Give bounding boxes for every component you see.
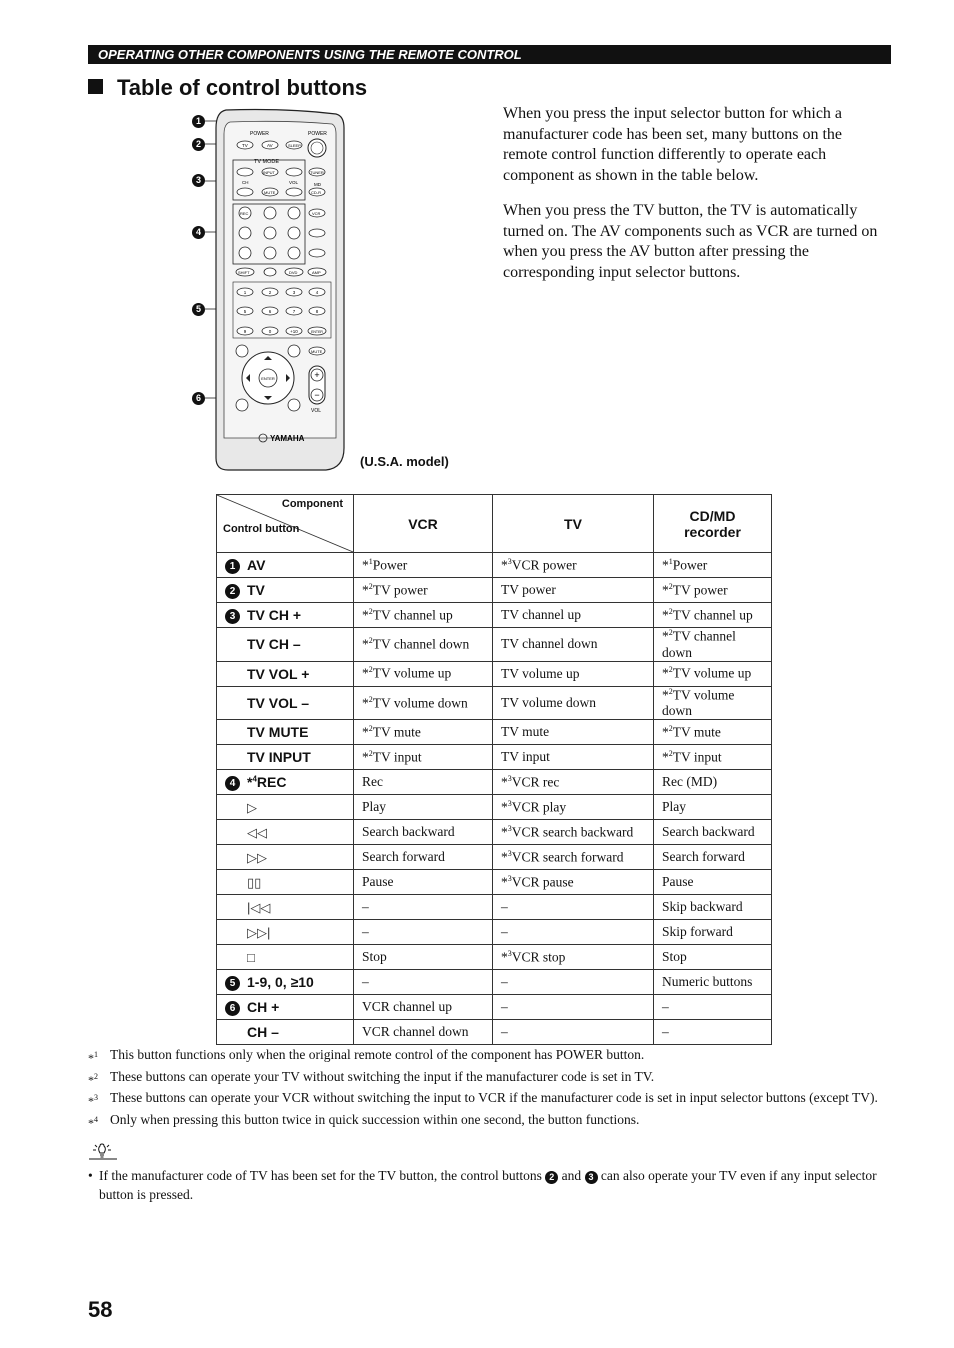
function-cell-vcr: Rec xyxy=(354,770,493,795)
control-button-label: CH + xyxy=(247,998,280,1015)
function-cell-tv: *$^3$VCR stop xyxy=(493,945,654,970)
function-cell-tv: *$^3$VCR pause xyxy=(493,870,654,895)
control-button-label: ◁◁ xyxy=(247,824,267,840)
label-vol: VOL xyxy=(289,180,299,185)
keypad-enter: ENTER xyxy=(311,330,323,334)
function-cell-vcr: Play xyxy=(354,795,493,820)
control-button-cell xyxy=(217,995,354,1020)
callout-6: 6 xyxy=(192,392,205,405)
function-cell-tv: *$^3$VCR play xyxy=(493,795,654,820)
function-cell-cd: *$^2$TV mute xyxy=(654,720,772,745)
callout-4: 4 xyxy=(192,226,205,239)
function-cell-vcr: *$^2$TV channel up xyxy=(354,603,493,628)
section-header-bar: OPERATING OTHER COMPONENTS USING THE REMOTE CONTROL xyxy=(88,45,891,64)
tip-part-1: If the manufacturer code of TV has been set for the TV button, the control buttons xyxy=(99,1168,542,1183)
remote-body-svg xyxy=(186,108,466,474)
control-button-label: ▷ xyxy=(247,799,257,815)
keypad-1: 1 xyxy=(243,290,247,295)
control-button-cell xyxy=(217,770,354,795)
control-button-cell xyxy=(217,895,354,920)
remote-control-illustration xyxy=(186,108,466,474)
function-cell-tv: TV mute xyxy=(493,720,654,745)
function-cell-cd: Play xyxy=(654,795,772,820)
intro-text xyxy=(503,104,888,298)
table-row xyxy=(217,603,772,628)
function-cell-tv: – xyxy=(493,895,654,920)
control-button-label: TV INPUT xyxy=(247,749,311,765)
control-button-cell xyxy=(217,870,354,895)
keypad-8: 8 xyxy=(315,309,319,314)
function-cell-tv: *$^3$VCR power xyxy=(493,553,654,578)
function-cell-tv: – xyxy=(493,1020,654,1045)
label-vcr-input: VCR xyxy=(312,211,321,216)
tip-text xyxy=(99,1167,878,1204)
function-cell-cd: Skip forward xyxy=(654,920,772,945)
label-enter-pad: ENTER xyxy=(261,376,275,381)
control-button-label: AV xyxy=(247,556,266,573)
function-cell-cd: *$^2$TV volume up xyxy=(654,661,772,686)
table-row xyxy=(217,770,772,795)
footnote-mark: *$^1$ xyxy=(88,1050,98,1065)
label-power-small: POWER xyxy=(250,131,269,137)
table-row xyxy=(217,720,772,745)
control-button-label: TV CH – xyxy=(247,636,301,653)
intro-paragraph-1: When you press the input selector button for which a manufacturer code has been set, many buttons on the remote control function differently to operate each component as shown in the table below. xyxy=(503,105,843,184)
footnote-mark: *$^3$ xyxy=(88,1093,98,1108)
control-button-label: TV xyxy=(247,581,265,598)
function-cell-cd: Search forward xyxy=(654,845,772,870)
intro-paragraph-2: When you press the TV button, the TV is automatically turned on. The AV components such as VCR are turned on when you press the AV button after pressing the corresponding input selector buttons. xyxy=(503,202,878,281)
label-amp: AMP xyxy=(312,270,321,275)
section-title xyxy=(88,74,367,102)
control-button-cell xyxy=(217,628,354,662)
keypad-7: 7 xyxy=(292,309,296,314)
callout-5: 5 xyxy=(192,303,205,316)
function-cell-vcr: – xyxy=(354,920,493,945)
function-cell-cd: Numeric buttons xyxy=(654,970,772,995)
control-button-cell xyxy=(217,661,354,686)
tip-callout-3: 3 xyxy=(585,1171,598,1184)
corner-control-label: Control button xyxy=(223,523,300,535)
function-cell-cd: Search backward xyxy=(654,820,772,845)
footnote xyxy=(88,1068,878,1090)
function-cell-cd: *$^1$Power xyxy=(654,553,772,578)
control-button-cell xyxy=(217,845,354,870)
corner-cell xyxy=(217,495,354,553)
callout-3: 3 xyxy=(192,174,205,187)
function-cell-tv: – xyxy=(493,995,654,1020)
tip-part-2: and xyxy=(561,1168,582,1183)
table-row xyxy=(217,795,772,820)
label-md: MD xyxy=(314,182,321,187)
function-cell-tv: *$^3$VCR search backward xyxy=(493,820,654,845)
table-row xyxy=(217,820,772,845)
control-button-cell xyxy=(217,920,354,945)
table-row xyxy=(217,686,772,720)
table-row xyxy=(217,870,772,895)
row-callout-number: 6 xyxy=(225,1001,240,1016)
function-cell-vcr: VCR channel down xyxy=(354,1020,493,1045)
control-button-label: 1-9, 0, ≥10 xyxy=(247,973,314,990)
function-cell-cd: Stop xyxy=(654,945,772,970)
table-row xyxy=(217,895,772,920)
control-button-label: ▷▷ xyxy=(247,849,267,865)
function-cell-cd: *$^2$TV channel down xyxy=(654,628,772,662)
control-button-label: TV VOL + xyxy=(247,665,310,682)
footnote-text: This button functions only when the original remote control of the component has POWER button. xyxy=(110,1047,645,1062)
control-buttons-table xyxy=(216,494,772,1045)
function-cell-cd: Pause xyxy=(654,870,772,895)
lightbulb-tip-icon xyxy=(88,1143,118,1161)
keypad-3: 3 xyxy=(292,290,296,295)
function-cell-vcr: *$^2$TV channel down xyxy=(354,628,493,662)
function-cell-vcr: Search backward xyxy=(354,820,493,845)
function-cell-tv: – xyxy=(493,920,654,945)
function-cell-tv: TV channel down xyxy=(493,628,654,662)
control-button-label: □ xyxy=(247,950,255,965)
label-power: POWER xyxy=(308,131,327,137)
control-button-cell xyxy=(217,578,354,603)
function-cell-cd: *$^2$TV input xyxy=(654,745,772,770)
table-row xyxy=(217,1020,772,1045)
table-row xyxy=(217,845,772,870)
control-button-cell xyxy=(217,720,354,745)
footnote-text: These buttons can operate your VCR without switching the input to VCR if the manufacturer code is set in input selector buttons (except TV). xyxy=(110,1090,878,1105)
function-cell-tv: TV power xyxy=(493,578,654,603)
table-row xyxy=(217,745,772,770)
remote-brand: YAMAHA xyxy=(270,434,305,443)
control-button-cell xyxy=(217,1020,354,1045)
label-input-button: INPUT xyxy=(263,170,275,175)
function-cell-vcr: *$^2$TV mute xyxy=(354,720,493,745)
table-row xyxy=(217,661,772,686)
table-body xyxy=(217,553,772,1045)
function-cell-cd: *$^2$TV power xyxy=(654,578,772,603)
function-cell-cd: – xyxy=(654,1020,772,1045)
function-cell-vcr: *$^2$TV input xyxy=(354,745,493,770)
function-cell-tv: *$^3$VCR search forward xyxy=(493,845,654,870)
table-row xyxy=(217,553,772,578)
control-button-label: TV CH + xyxy=(247,606,302,623)
row-callout-number: 3 xyxy=(225,609,240,624)
function-cell-tv: – xyxy=(493,970,654,995)
function-cell-vcr: Stop xyxy=(354,945,493,970)
label-dvd: DVD xyxy=(289,270,298,275)
column-header-tv: TV xyxy=(493,495,654,553)
page-number: 58 xyxy=(88,1297,113,1322)
keypad-5: 5 xyxy=(243,309,247,314)
function-cell-vcr: Pause xyxy=(354,870,493,895)
control-button-cell xyxy=(217,745,354,770)
control-button-label: ▷▷| xyxy=(247,924,271,940)
square-bullet-icon xyxy=(88,79,103,94)
control-button-cell xyxy=(217,945,354,970)
keypad-0: 0 xyxy=(268,329,272,334)
tip-part-3: can also operate your TV even if any input selector button is pressed. xyxy=(99,1168,877,1202)
control-button-label: CH – xyxy=(247,1024,279,1040)
label-mute: MUTE xyxy=(311,349,323,354)
control-button-label: *$^4$REC xyxy=(247,773,287,790)
svg-text:+: + xyxy=(314,370,320,380)
label-tv-button: TV xyxy=(242,143,248,148)
section-title-text: Table of control buttons xyxy=(117,75,368,100)
row-callout-number: 4 xyxy=(225,776,240,791)
keypad-2: 2 xyxy=(268,290,272,295)
callout-2: 2 xyxy=(192,138,205,151)
control-button-cell xyxy=(217,603,354,628)
table-row xyxy=(217,920,772,945)
keypad-plus10: +10 xyxy=(290,329,298,334)
keypad-9: 9 xyxy=(243,329,247,334)
model-label: (U.S.A. model) xyxy=(360,454,449,469)
control-button-cell xyxy=(217,970,354,995)
label-tv-mode: TV MODE xyxy=(254,159,280,165)
control-button-label: TV VOL – xyxy=(247,694,309,711)
callout-1: 1 xyxy=(192,115,205,128)
column-header-vcr: VCR xyxy=(354,495,493,553)
label-mute-small: MUTE xyxy=(264,190,276,195)
svg-text:−: − xyxy=(314,390,320,400)
keypad-4: 4 xyxy=(315,290,319,295)
function-cell-vcr: *$^2$TV volume down xyxy=(354,686,493,720)
function-cell-vcr: – xyxy=(354,895,493,920)
label-sleep-button: SLEEP xyxy=(288,143,301,148)
function-cell-cd: Rec (MD) xyxy=(654,770,772,795)
label-shift: SHIFT xyxy=(238,270,250,275)
label-av-button: AV xyxy=(267,143,273,148)
function-cell-vcr: Search forward xyxy=(354,845,493,870)
keypad-6: 6 xyxy=(268,309,272,314)
label-tuner-button: TUNER xyxy=(310,170,324,175)
table-row xyxy=(217,970,772,995)
table-row xyxy=(217,628,772,662)
tip-callout-2: 2 xyxy=(545,1171,558,1184)
footnote-mark: *$^2$ xyxy=(88,1071,98,1087)
column-header-cdmd: CD/MD recorder xyxy=(654,495,772,553)
footnote xyxy=(88,1046,878,1068)
control-button-cell xyxy=(217,820,354,845)
function-cell-tv: TV input xyxy=(493,745,654,770)
table-header-row xyxy=(217,495,772,553)
function-cell-tv: TV volume up xyxy=(493,661,654,686)
label-rec-small: REC xyxy=(240,211,249,216)
footnotes xyxy=(88,1046,878,1132)
corner-component-label: Component xyxy=(281,498,343,510)
control-button-cell xyxy=(217,553,354,578)
function-cell-tv: TV volume down xyxy=(493,686,654,720)
footnote xyxy=(88,1111,878,1133)
footnote-text: These buttons can operate your TV without switching the input if the manufacturer code is set in TV. xyxy=(110,1068,655,1084)
row-callout-number: 2 xyxy=(225,584,240,599)
function-cell-vcr: VCR channel up xyxy=(354,995,493,1020)
function-cell-cd: – xyxy=(654,995,772,1020)
row-callout-number: 1 xyxy=(225,559,240,574)
function-cell-tv: *$^3$VCR rec xyxy=(493,770,654,795)
control-button-label: ▯▯ xyxy=(247,874,262,890)
label-cdr: CD-R xyxy=(311,190,321,195)
function-cell-vcr: *$^2$TV power xyxy=(354,578,493,603)
control-button-label: TV MUTE xyxy=(247,724,309,740)
function-cell-vcr: *$^1$Power xyxy=(354,553,493,578)
bullet: • xyxy=(88,1168,93,1183)
footnote xyxy=(88,1089,878,1111)
function-cell-tv: TV channel up xyxy=(493,603,654,628)
function-cell-cd: *$^2$TV channel up xyxy=(654,603,772,628)
function-cell-vcr: – xyxy=(354,970,493,995)
row-callout-number: 5 xyxy=(225,976,240,991)
table-row xyxy=(217,945,772,970)
control-button-cell xyxy=(217,686,354,720)
table-row xyxy=(217,578,772,603)
control-button-cell xyxy=(217,795,354,820)
tip-note xyxy=(88,1167,878,1204)
function-cell-cd: Skip backward xyxy=(654,895,772,920)
function-cell-vcr: *$^2$TV volume up xyxy=(354,661,493,686)
footnote-mark: *$^4$ xyxy=(88,1114,98,1130)
label-ch: CH xyxy=(242,180,249,185)
function-cell-cd: *$^2$TV volume down xyxy=(654,686,772,720)
control-button-label: |◁◁ xyxy=(247,899,271,915)
footnote-text: Only when pressing this button twice in quick succession within one second, the button functions. xyxy=(110,1111,640,1127)
label-vol-rocker: VOL xyxy=(311,408,322,414)
table-row xyxy=(217,995,772,1020)
